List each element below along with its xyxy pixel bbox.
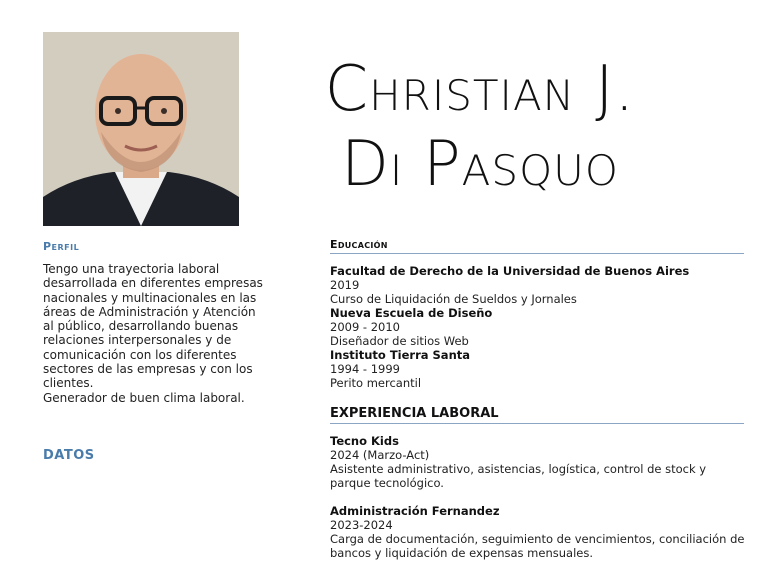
education-year: 2019 xyxy=(330,278,360,292)
education-year: 2009 - 2010 xyxy=(330,320,400,334)
perfil-paragraph-2: Generador de buen clima laboral. xyxy=(43,390,245,405)
education-item xyxy=(330,264,746,306)
perfil-paragraph: Tengo una trayectoria laboral desarrollada en diferentes empresas nacionales y multinacionales en las áreas de Administración y Atención al público, desarrollando buenas relaciones interpersonales y de comunicación con los diferentes sectores de las empresas y con los clientes. xyxy=(43,262,263,391)
experience-detail: Carga de documentación, seguimiento de vencimientos, conciliación de bancos y liquidación de expensas mensuales. xyxy=(330,532,745,560)
education-heading: Educación xyxy=(330,238,744,254)
perfil-text xyxy=(43,262,268,405)
company-name: Tecno Kids xyxy=(330,434,399,448)
education-detail: Diseñador de sitios Web xyxy=(330,334,469,348)
experience-period: 2023-2024 xyxy=(330,518,393,532)
education-item xyxy=(330,306,746,348)
institution-name: Nueva Escuela de Diseño xyxy=(330,306,493,320)
name-line-1: Christian J. xyxy=(324,52,636,125)
education-item xyxy=(330,348,746,390)
experience-item xyxy=(330,504,746,560)
company-name: Administración Fernandez xyxy=(330,504,500,518)
institution-name: Instituto Tierra Santa xyxy=(330,348,471,362)
perfil-heading: Perfil xyxy=(43,240,80,253)
experience-item xyxy=(330,434,746,490)
institution-name: Facultad de Derecho de la Universidad de Buenos Aires xyxy=(330,264,690,278)
portrait-image xyxy=(43,32,239,226)
experience-detail: Asistente administrativo, asistencias, logística, control de stock y parque tecnológico. xyxy=(330,462,707,490)
profile-photo xyxy=(43,32,239,226)
name-line-2: Di Pasquo xyxy=(341,127,619,200)
datos-heading: DATOS xyxy=(43,448,95,463)
experience-period: 2024 (Marzo-Act) xyxy=(330,448,430,462)
education-year: 1994 - 1999 xyxy=(330,362,400,376)
education-list xyxy=(330,264,746,390)
experience-list xyxy=(330,434,746,560)
education-detail: Curso de Liquidación de Sueldos y Jornales xyxy=(330,292,577,306)
education-detail: Perito mercantil xyxy=(330,376,422,390)
experience-heading: EXPERIENCIA LABORAL xyxy=(330,406,744,424)
